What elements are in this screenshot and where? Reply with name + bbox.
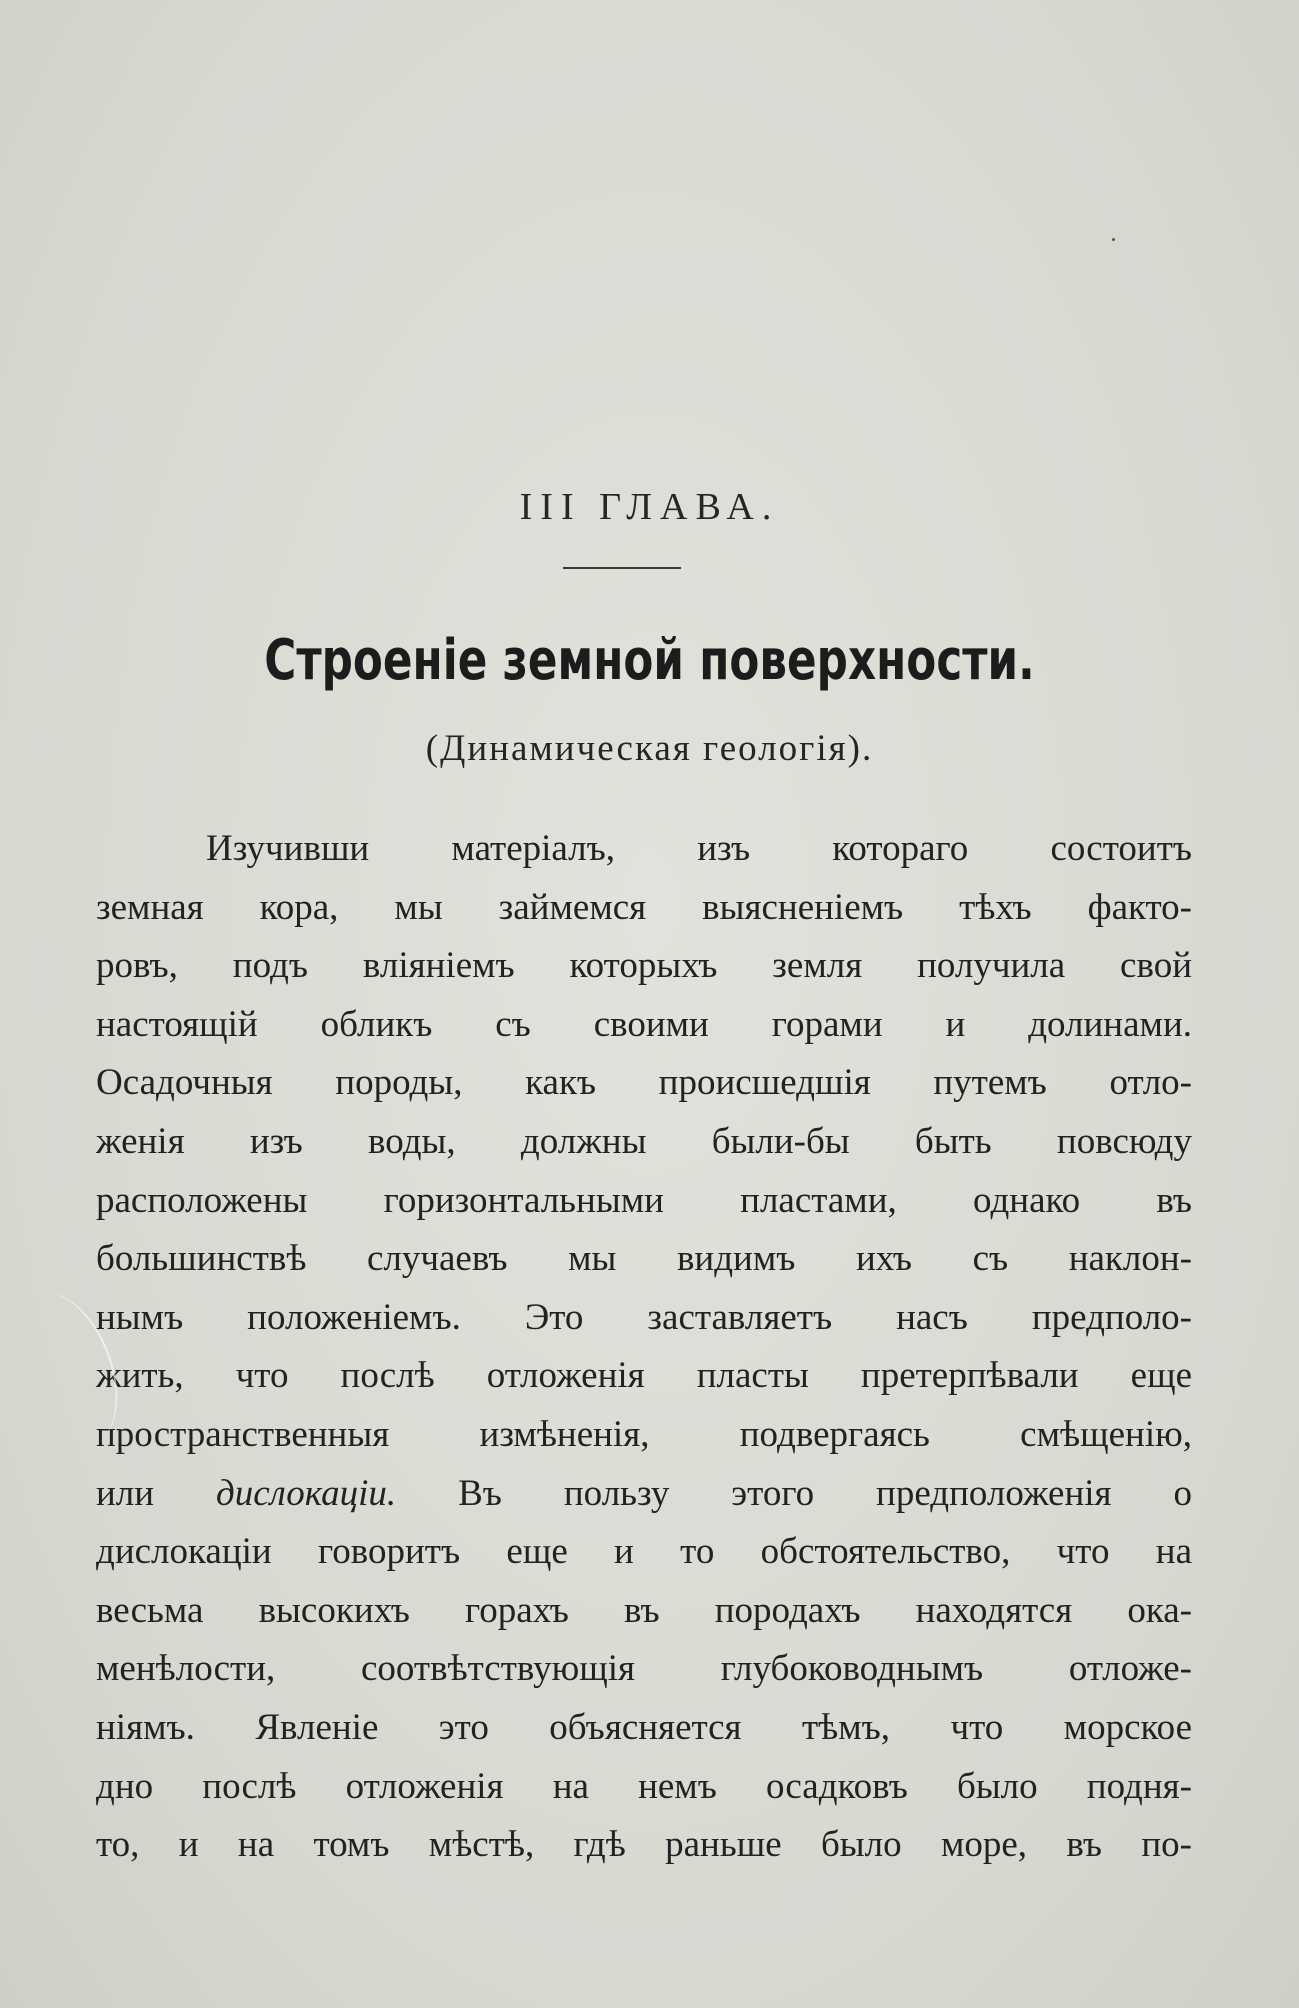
divider-rule xyxy=(563,567,681,569)
text-fragment: Въ пользу этого предположенія о xyxy=(458,1472,1193,1514)
text-line: нымъ положеніемъ. Это заставляетъ насъ предполо- xyxy=(96,1296,1192,1338)
italic-term: дислокаціи. xyxy=(216,1472,397,1514)
text-line: женія изъ воды, должны были-бы быть повсюду xyxy=(96,1120,1192,1162)
chapter-number: III ГЛАВА. xyxy=(519,486,780,528)
text-line: ніямъ. Явленіе это объясняется тѣмъ, что морское xyxy=(96,1706,1192,1748)
text-fragment: или xyxy=(96,1472,155,1514)
text-line: земная кора, мы займемся выясненіемъ тѣхъ факто- xyxy=(96,886,1192,928)
text-line: менѣлости, соотвѣтствующія глубоководнымъ отложе- xyxy=(96,1648,1192,1690)
text-line: ровъ, подъ вліяніемъ которыхъ земля получила свой xyxy=(96,945,1192,987)
text-line: большинствѣ случаевъ мы видимъ ихъ съ наклон- xyxy=(96,1238,1192,1280)
text-line: расположены горизонтальными пластами, однако въ xyxy=(96,1179,1192,1221)
text-line: Изучивши матеріалъ, изъ котораго состоитъ xyxy=(206,828,1192,869)
speck xyxy=(1112,238,1115,241)
text-line-mixed xyxy=(96,1465,1192,1524)
text-line: то, и на томъ мѣстѣ, гдѣ раньше было море, въ по- xyxy=(96,1824,1192,1866)
chapter-title: Строеніе земной поверхности. xyxy=(264,628,1035,693)
text-line: Осадочныя породы, какъ происшедшія путемъ отло- xyxy=(96,1062,1192,1104)
text-line: весьма высокихъ горахъ въ породахъ находятся ока- xyxy=(96,1589,1192,1631)
chapter-subtitle: (Динамическая геологія). xyxy=(425,728,874,769)
body-paragraph xyxy=(96,820,1192,1875)
text-line: дно послѣ отложенія на немъ осадковъ было подня- xyxy=(96,1765,1192,1807)
text-line: дислокаціи говоритъ еще и то обстоятельство, что на xyxy=(96,1531,1192,1573)
text-line: пространственныя измѣненія, подвергаясь смѣщенію, xyxy=(96,1413,1192,1455)
text-line: жить, что послѣ отложенія пласты претерпѣвали еще xyxy=(96,1355,1192,1397)
text-line: настоящій обликъ съ своими горами и долинами. xyxy=(96,1003,1192,1045)
